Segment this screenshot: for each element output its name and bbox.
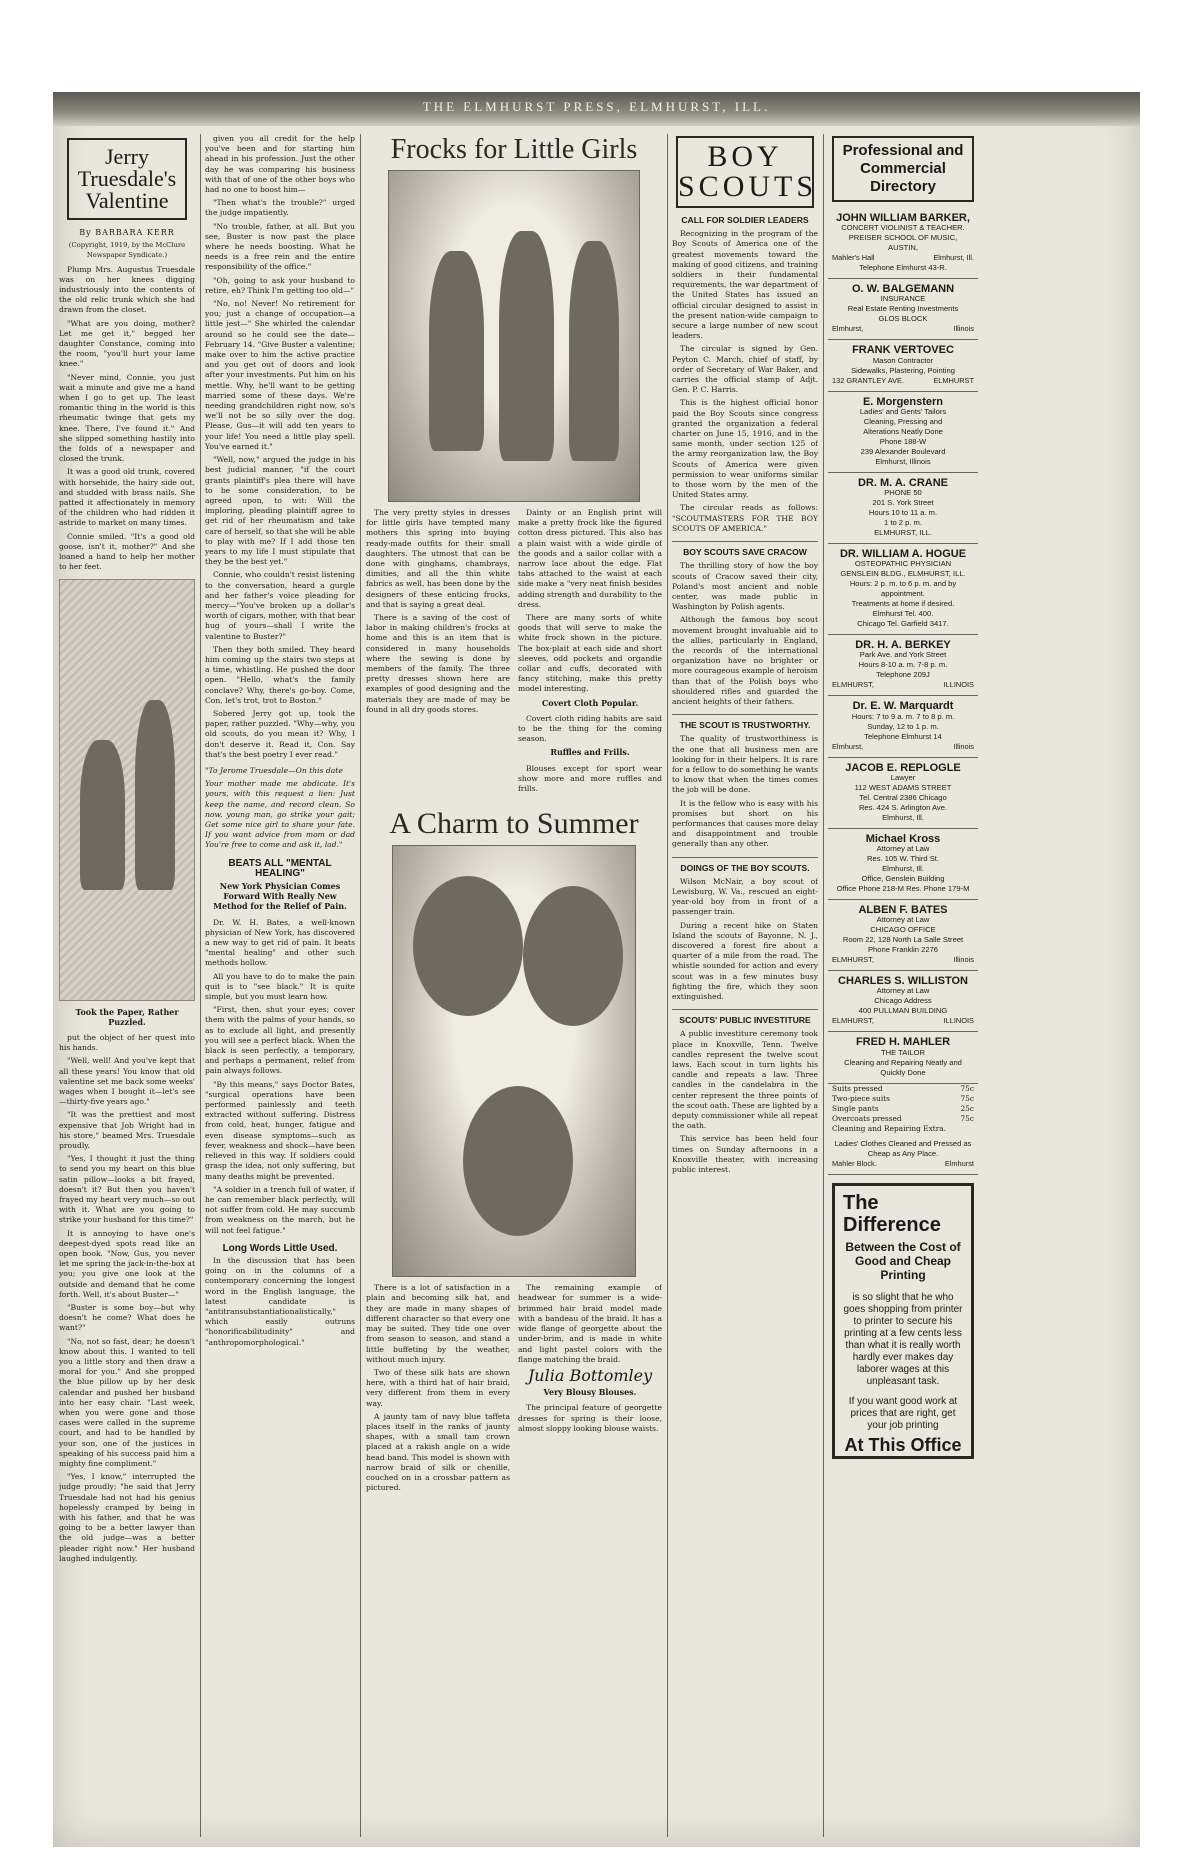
- column-rule: [200, 134, 201, 1837]
- card-name: DR. H. A. BERKEY: [855, 639, 951, 652]
- card-line: Hours: 2 p. m. to 6 p. m. and by appointment.: [849, 579, 957, 599]
- card-address-row: [832, 253, 974, 263]
- card-line: AUSTIN,: [888, 243, 918, 253]
- illustration-caption: Took the Paper, Rather Puzzled.: [75, 1006, 179, 1027]
- directory-card: [828, 340, 978, 391]
- card-line: THE TAILOR: [880, 1047, 926, 1057]
- card-line: Office Phone 218-M Res. Phone 179-M: [836, 884, 970, 894]
- card-line: GENSLEIN BLDG., ELMHURST, ILL.: [840, 569, 966, 579]
- scouts-paragraph: Although the famous boy scout movement brought invaluable aid to the allies, particularly in England, the records of the international organization have no brighter or more courageous example of heroism than that of the Polish boys who shouldered rifles and guarded the ancient heights of their fathers.: [672, 615, 818, 706]
- card-line: CHICAGO OFFICE: [870, 925, 936, 935]
- card-address-row: [832, 324, 974, 334]
- card-address-left: ELMHURST,: [832, 955, 874, 965]
- card-line: Attorney at Law: [876, 844, 930, 854]
- card-line: INSURANCE: [880, 294, 926, 304]
- card-line: Attorney at Law: [876, 915, 930, 925]
- covert-paragraph: Covert cloth riding habits are said to be the thing for the coming season.: [518, 713, 662, 744]
- scouts-paragraph: The quality of trustworthiness is the one that all business men are looking for in their helpers. It is rare for a fellow to do something he wants to know that when the times comes the job will be done.: [672, 734, 818, 795]
- frocks-title: Frocks for Little Girls: [390, 134, 638, 165]
- story-title-line1: Jerry Truesdale's: [77, 144, 177, 191]
- charm-text: [366, 1283, 662, 1496]
- card-line: Tel. Central 2386 Chicago: [859, 792, 947, 802]
- card-address-left: Elmhurst,: [832, 741, 864, 751]
- card-line: 201 S. York Street: [872, 498, 934, 508]
- card-line: Cleaning and Repairing Neatly and Quickly Done: [844, 1057, 962, 1077]
- scouts-headline: DOINGS OF THE BOY SCOUTS.: [672, 857, 818, 873]
- beats-paragraph: Dr. W. H. Bates, a well-known physician of New York, has discovered a new way to get rid of pain. It beats "mental healing" and other such methods hollow.: [205, 917, 355, 968]
- mahler-footer-line: Ladies' Clothes Cleaned and Pressed as Cheap as Any Place.: [834, 1138, 972, 1158]
- charm-paragraph: There is a lot of satisfaction in a plain and becoming silk hat, and they are made in many shapes of different character so that every one may be suited. They tide one over from season to season, and stand a little buffeting by the weather, without much injury.: [366, 1283, 510, 1364]
- ruffles-paragraph: Blouses except for sport wear show more and more ruffles and frills.: [518, 763, 662, 794]
- story-title-line2: Valentine: [85, 188, 169, 213]
- story-paragraph: Sobered Jerry got up, took the paper, rather puzzled. "Why—why, you old scouts, do you mean it? Why, I don't deserve it. Read it, Con. Say that's the best poetry I ever read.": [205, 708, 355, 759]
- card-name: Dr. E. W. Marquardt: [852, 700, 954, 713]
- poem-title: "To Jerome Truesdale—On this date: [205, 765, 343, 775]
- card-address-row: [832, 742, 974, 752]
- price-item: Single pants: [832, 1103, 879, 1113]
- card-address-row: [832, 376, 974, 386]
- card-address-right: ILLINOIS: [943, 680, 974, 690]
- mahler-address-row: [832, 1159, 974, 1169]
- newspaper-page: [53, 92, 1140, 1847]
- card-line: CONCERT VIOLINIST & TEACHER.: [841, 223, 965, 233]
- directory-title: Professional and Commercial Directory: [832, 136, 974, 202]
- card-line: Elmhurst Tel. 400.: [872, 609, 934, 619]
- girl-figure: [429, 251, 484, 451]
- directory-card: [828, 900, 978, 971]
- blouse-paragraph: The principal feature of georgette dresses for spring is their loose, almost sloppy looking blouse waists.: [518, 1403, 662, 1433]
- card-address-left: Mahler's Hall: [832, 253, 875, 263]
- card-address-row: [832, 1016, 974, 1026]
- hats-photo: [392, 845, 636, 1277]
- price-item: Cleaning and Repairing Extra.: [832, 1123, 947, 1133]
- logo-top-text: BOY: [707, 140, 783, 173]
- story-paragraph: "Never mind, Connie, you just wait a minute and give me a hand when I go to get up. The least romantic thing in the world is this rheumatic twinge that gets my knee. There, I've found it." And she slipped something hastily into the folds of a newspaper and closed the trunk.: [59, 372, 195, 464]
- charm-paragraph: A jaunty tam of navy blue taffeta places itself in the ranks of jaunty shapes, with a small tam crown placed at a rakish angle on a wide head band. This model is shown with narrow braid of silk or chenille, couched on in a crossbar pattern as pictured.: [366, 1411, 510, 1493]
- price-item: Overcoats pressed: [832, 1113, 902, 1123]
- girl-figure: [569, 241, 619, 461]
- card-line: Attorney at Law: [876, 986, 930, 996]
- card-address-right: Illinois: [953, 324, 974, 334]
- card-line: 239 Alexander Boulevard: [860, 446, 946, 456]
- story-byline: By BARBARA KERR: [79, 228, 175, 237]
- story-paragraph: "It was the prettiest and most expensive that Job Wright had in his store," beamed Mrs. Truesdale proudly.: [59, 1110, 195, 1150]
- card-line: Real Estate Renting Investments: [847, 304, 959, 314]
- card-address-right: Elmhurst, Ill.: [933, 253, 974, 263]
- scouts-headline: SCOUTS' PUBLIC INVESTITURE: [672, 1009, 818, 1025]
- column-rule: [360, 134, 361, 1837]
- scouts-paragraph: A public investiture ceremony took place in Knoxville, Tenn. Twelve candles represent the twelve scout laws. Each scout in turn lights his candle and repeats a law. Three candles in the candelabra in the center represent the three points of the scout oath. These are lighted by a deputy commissioner while all repeat the oath.: [672, 1029, 818, 1131]
- card-name: FRED H. MAHLER: [855, 1036, 951, 1049]
- ad-title: The Difference: [843, 1191, 941, 1236]
- card-extra: Telephone Elmhurst 43-R.: [859, 263, 947, 273]
- directory-card: [828, 279, 978, 340]
- card-line: Phone 188-W: [879, 436, 927, 446]
- card-name: E. Morgenstern: [862, 395, 944, 408]
- story-paragraph: "Well, well! And you've kept that all these years! You know that old valentine set me back some weeks' wages when I bought it—let's see—thirty-five years ago.": [59, 1056, 195, 1107]
- card-line: OSTEOPATHIC PHYSICIAN: [854, 559, 952, 569]
- story-paragraph: "Then what's the trouble?" urged the judge impatiently.: [205, 198, 355, 218]
- card-line: Res. 424 S. Arlington Ave.: [858, 802, 948, 812]
- column-rule: [823, 134, 824, 1837]
- directory-card: [828, 473, 978, 544]
- card-name: O. W. BALGEMANN: [851, 283, 955, 296]
- mahler-city: Elmhurst: [944, 1158, 974, 1168]
- scouts-paragraph: During a recent hike on Staten Island the scouts of Bayonne, N. J., discovered a forest fire about a quarter of a mile from the road. The whistle sounded for action and every scout was in a few minutes busy fighting the fire, which they soon extinguished.: [672, 920, 818, 1002]
- card-line: ELMHURST, ILL.: [874, 528, 932, 538]
- printing-ad: [832, 1183, 974, 1459]
- scouts-paragraph: The thrilling story of how the boy scouts of Cracow saved their city, Poland's most ancient and noble center, was made public in Washington by Polish agents.: [672, 561, 818, 612]
- story-paragraph: Then they both smiled. They heard him coming up the stairs two steps at a time, whistling. He pushed the door open. "Hello, what's the family conclave? Why, there's go-boy. Come, Con, let's trot, trot to Boston.": [205, 644, 355, 705]
- directory-card: [828, 971, 978, 1032]
- frocks-paragraph: There is a saving of the cost of labor in making children's frocks at home and this is an item that is considered in many households where the sewing is done by members of the family. The three pretty dresses shown here are examples of good designing and the materials they are made of may be found in all dry goods stores.: [366, 613, 510, 714]
- card-name: JACOB E. REPLOGLE: [845, 761, 961, 774]
- directory-card: [828, 1032, 978, 1083]
- card-address-right: Illinois: [953, 955, 974, 965]
- scouts-paragraph: It is the fellow who is easy with his promises but short on his performances that causes more delay and disappointment and trouble generally than any other.: [672, 798, 818, 849]
- card-line: PHONE 50: [884, 488, 922, 498]
- card-line: Elmhurst, Ill.: [882, 864, 924, 874]
- beats-subheadline: New York Physician Comes Forward With Really New Method for the Relief of Pain.: [213, 881, 347, 912]
- price-value: 75c: [960, 1083, 974, 1093]
- scouts-paragraph: Recognizing in the program of the Boy Scouts of America one of the greatest movements toward the making of good citizens, and training soldiers in their fundamental requirements, the war department of the United States has issued an official circular designed to assist in the present nation-wide campaign to secure a large number of new scout leaders.: [672, 229, 818, 341]
- story-paragraph: given you all credit for the help you've been and for starting him ahead in his profession. Just the other day he was comparing his business with that of one of the other boys who had no one to boost him—: [205, 134, 355, 195]
- card-line: Res. 105 W. Third St.: [866, 854, 940, 864]
- directory-cards: [828, 208, 978, 1084]
- story-paragraph: "Buster is some boy—but why doesn't he come? What does he want?": [59, 1302, 195, 1333]
- price-item: Two-piece suits: [832, 1093, 890, 1103]
- blouse-headline: Very Blousy Blouses.: [543, 1387, 637, 1398]
- directory-card: [828, 829, 978, 900]
- card-line: Sunday, 12 to 1 p. m.: [867, 721, 939, 731]
- story-paragraph: "No, not so fast, dear; he doesn't know about this. I wanted to tell you a little story and then draw a moral for you." And she propped the blue pillow up by her desk calendar and pushed her husband into her easy chair. "Last week, when you were gone and those cases were called in the supreme court, and had to be handled by your son, one of the justices in speaking of his success paid him a mighty fine compliment.": [59, 1336, 195, 1469]
- story-paragraph: "What are you doing, mother? Let me get it," begged her daughter Constance, coming into the room, "you'll hurt your lame knee.": [59, 318, 195, 369]
- story-title-box: [67, 138, 187, 220]
- story-paragraph: "No trouble, father, at all. But you see, Buster is now past the place where he needs boosting. What he needs is a free rein and the entire responsibility of the office.": [205, 221, 355, 272]
- masthead: THE ELMHURST PRESS, ELMHURST, ILL.: [53, 92, 1140, 126]
- directory-card: [828, 696, 978, 757]
- card-line: Ladies' and Gents' Tailors: [859, 406, 947, 416]
- hat-model: [523, 886, 623, 1026]
- card-line: 112 WEST ADAMS STREET: [854, 782, 952, 792]
- price-row: [832, 1114, 974, 1124]
- logo-bottom-text: SCOUTS: [678, 170, 818, 203]
- card-line: 1 to 2 p. m.: [884, 518, 922, 528]
- story-paragraph: "Yes, I know," interrupted the judge proudly; "he said that Jerry Truesdale had not had his genius hopelessly cramped by being in with his father, and that he was going to be a better lawyer than the old judge—was a better pleader right now." Her husband laughed indulgently.: [59, 1472, 195, 1563]
- beats-paragraph: All you have to do to make the pain quit is to "see black." It is quite simple, but you must learn how.: [205, 971, 355, 1002]
- story-illustration: [59, 579, 195, 1001]
- card-line: Treatments at home if desired.: [851, 599, 955, 609]
- card-name: ALBEN F. BATES: [858, 904, 948, 917]
- price-list: [828, 1084, 978, 1134]
- story-paragraph: It was a good old trunk, covered with horsehide, the hairy side out, and studded with brass nails. She patted it affectionately in memory of the children who had ridden it astride to market on many times.: [59, 467, 195, 528]
- hat-model: [463, 1086, 573, 1236]
- frocks-paragraph: The very pretty styles in dresses for little girls have tempted many mothers this spring into buying ready-made outfits for their small daughters. The utmost that can be done with ginghams, chambrays, dimities, and all the thin white fabrics as well, has been done by the designers of these enticing frocks, and that is saying a great deal.: [366, 508, 510, 609]
- price-item: Suits pressed: [832, 1083, 883, 1093]
- card-address-left: ELMHURST,: [832, 680, 874, 690]
- story-paragraph: "Well, now," argued the judge in his best judicial manner, "if the court grants plaintiff's plea there will have to be some consideration, to be agreed upon, to wit: Will the imploring, pleading plaintiff agree to get rid of her rheumatism and take care of herself, so that she will be able to play with me? If I add those ten years to my life I must stipulate that they be the best yet.": [205, 455, 355, 567]
- charm-paragraph: Two of these silk hats are shown here, with a third hat of hair braid, very different from them in every way.: [366, 1367, 510, 1408]
- scouts-headline: BOY SCOUTS SAVE CRACOW: [672, 541, 818, 557]
- scouts-column: [672, 134, 818, 1837]
- card-line: Telephone Elmhurst 14: [864, 731, 942, 741]
- charm-paragraph: The remaining example of headwear for summer is a wide-brimmed hair braid model made with a bandeau of the braid. It has a wide flange of georgette about the under-brim, and is made in white and light pastel colors with the flange matching the braid.: [518, 1283, 662, 1364]
- illustration-figure: [135, 700, 175, 890]
- story-paragraph: "Yes, I thought it just the thing to send you my heart on this blue satin pillow—looks a bit frayed, doesn't it? But then you haven't frayed my heart very much—so out with it. What are you going to strike your husband for this time?": [59, 1154, 195, 1225]
- frocks-photo: [388, 170, 640, 502]
- card-name: DR. WILLIAM A. HOGUE: [839, 548, 967, 561]
- story-paragraph: "Oh, going to ask your husband to retire, eh? Think I'm getting too old—": [205, 275, 355, 295]
- directory-card: [828, 208, 978, 279]
- story-column-2: [205, 134, 355, 1837]
- story-paragraph: Connie smiled. "It's a good old goose, isn't it, mother?" And she loaned a hand to help her mother to her feet.: [59, 531, 195, 572]
- card-line: Phone Franklin 2276: [867, 945, 939, 955]
- scouts-paragraph: This is the highest official honor paid the Boy Scouts since congress granted the organization a federal charter on June 15, 1916, and in the same month, under section 125 of the army reorganization law, the Boy Scouts of America were given permission to wear uniforms similar to those worn by the men of the United States army.: [672, 398, 818, 500]
- price-value: 75c: [960, 1113, 974, 1123]
- price-row: [832, 1094, 974, 1104]
- card-line: Chicago Tel. Garfield 3417.: [857, 619, 949, 629]
- story-paragraph: "No, no! Never! No retirement for you; just a change of occupation—a little jest—" She whirled the calendar around so he could see the date—February 14. "Give Buster a valentine; make over to him the active practice and you get out of doors and look after your investments. Put him on his mettle. Why, he'll want to be getting married some of these days. We're needing grandchildren right now, so's we'll not be so silly over the dog. Please, Gus—it will add ten years to your life! You need a little play spell. You've earned it.": [205, 299, 355, 451]
- author-signature: Julia Bottomley: [527, 1365, 653, 1385]
- card-name: Michael Kross: [865, 832, 941, 845]
- card-address-right: Illinois: [953, 741, 974, 751]
- hat-model: [413, 876, 523, 1016]
- card-line: Elmhurst, Illinois: [875, 456, 931, 466]
- card-line: Telephone 209J: [876, 670, 930, 680]
- words-headline: Long Words Little Used.: [222, 1242, 338, 1254]
- poem: Your mother made me abdicate. It's yours, with this request a lien: Just keep the name, and record clean. So now, young man, go strike your gait; Get some nice girl to share your fate. If you want advice from mom or dad You're free to come and ask it, lad.": [205, 779, 355, 850]
- card-line: Office, Genslein Building: [861, 874, 945, 884]
- scouts-paragraph: The circular reads as follows: "SCOUTMASTERS FOR THE BOY SCOUTS OF AMERICA.": [672, 503, 818, 533]
- card-name: CHARLES S. WILLISTON: [838, 975, 968, 988]
- card-name: JOHN WILLIAM BARKER,: [836, 212, 970, 224]
- card-address-right: ILLINOIS: [943, 1016, 974, 1026]
- card-line: Cleaning, Pressing and: [863, 416, 943, 426]
- girl-figure: [499, 231, 554, 461]
- story-paragraph: It is annoying to have one's deepest-dyed spots read like an open book. "Now, Gus, you never let me spring the jack-in-the-box at you; you give one look at the outside and demand that he come forth. Well, it's about Buster—": [59, 1228, 195, 1299]
- card-line: Hours: 7 to 9 a. m. 7 to 8 p. m.: [851, 711, 955, 721]
- card-name: DR. M. A. CRANE: [857, 476, 949, 489]
- card-line: Park Ave. and York Street: [859, 650, 947, 660]
- scouts-paragraph: The circular is signed by Gen. Peyton C. March, chief of staff, by order of Secretary of War Baker, and carries the official stamp of Adjt. Gen. P. C. Harris.: [672, 344, 818, 395]
- card-address-row: [832, 680, 974, 690]
- card-line: Alterations Neatly Done: [863, 426, 943, 436]
- words-paragraph: In the discussion that has been going on in the columns of a contemporary concerning the longest word in the English language, the latest candidate is "antitransubstantiationalistically," which easily outruns "honorificabilitudinity" and "anthropomorphological.": [205, 1255, 355, 1347]
- beats-paragraph: "A soldier in a trench full of water, if he can remember black perfectly, will not suffer from cold. He may succumb from weakness on the march, but he will not feel fatigue.": [205, 1184, 355, 1235]
- card-address-right: ELMHURST: [933, 375, 974, 385]
- card-line: PREISER SCHOOL OF MUSIC,: [848, 233, 958, 243]
- price-value: 25c: [960, 1103, 974, 1113]
- directory-card: [828, 544, 978, 635]
- card-line: Chicago Address: [874, 996, 932, 1006]
- card-address-left: ELMHURST,: [832, 1016, 874, 1026]
- scouts-headline: CALL FOR SOLDIER LEADERS: [681, 215, 809, 225]
- card-line: Hours 10 to 11 a. m.: [868, 508, 938, 518]
- price-row: [832, 1104, 974, 1114]
- directory-column: [828, 134, 978, 1837]
- card-line: Elmhurst, Ill.: [882, 812, 924, 822]
- mahler-block: Mahler Block.: [832, 1158, 877, 1168]
- fashion-section: [366, 134, 662, 1837]
- ad-body: is so slight that he who goes shopping from printer to printer to secure his printing at a few cents less than what it is really worth hardly ever makes day laborer wages at this unpleasant task.: [843, 1291, 963, 1387]
- ad-footer: At This Office: [844, 1434, 962, 1455]
- frocks-paragraph: There are many sorts of white goods that will serve to make the white frock shown in the picture. The box-plait at each side and short sleeves, odd pockets and organdie collar and cuffs, decorated with fancy stitching, make this pretty model interesting.: [518, 613, 662, 694]
- story-column-1: [59, 134, 195, 1837]
- beats-paragraph: "First, then, shut your eyes; cover them with the palms of your hands, so as to exclude all light, and presently you will see a perfect black. When the black is seen perfectly, a temporary, and perhaps a permanent, relief from pain always follows.: [205, 1005, 355, 1076]
- story-paragraph: Plump Mrs. Augustus Truesdale was on her knees digging industriously into the contents of the old relic trunk which she had drawn from the closet.: [59, 264, 195, 315]
- story-paragraph: put the object of her quest into his hands.: [59, 1032, 195, 1053]
- scouts-headline: THE SCOUT IS TRUSTWORTHY.: [672, 714, 818, 730]
- frocks-text: [366, 508, 662, 797]
- price-row: [832, 1084, 974, 1094]
- mahler-footer: [828, 1134, 978, 1175]
- price-value: 75c: [960, 1093, 974, 1103]
- card-line: Hours 8-10 a. m. 7-8 p. m.: [858, 660, 948, 670]
- card-line: Mason Contractor: [872, 355, 934, 365]
- scouts-paragraph: Wilson McNair, a boy scout of Lewisburg, W. Va., rescued an eight-year-old boy from in front of a passenger train.: [672, 876, 818, 917]
- directory-card: [828, 392, 978, 473]
- directory-card: [828, 758, 978, 829]
- covert-headline: Covert Cloth Popular.: [541, 697, 639, 708]
- illustration-figure: [80, 740, 125, 890]
- card-address-row: [832, 955, 974, 965]
- directory-card: [828, 635, 978, 696]
- ruffles-headline: Ruffles and Frills.: [550, 747, 630, 758]
- card-line: Lawyer: [890, 772, 916, 782]
- card-name: FRANK VERTOVEC: [852, 344, 954, 357]
- column-rule: [667, 134, 668, 1837]
- beats-paragraph: "By this means," says Doctor Bates, "surgical operations have been performed painlessly and teeth extracted without suffering. Distress from cold, heat, hunger, fatigue and even disease symptoms—such as fever, weakness and shock—have been relieved in this way. If soldiers could grasp the idea, not only suffering, but many deaths might be prevented.: [205, 1079, 355, 1181]
- card-line: GLOS BLOCK: [878, 314, 928, 324]
- card-line: 400 PULLMAN BUILDING: [858, 1006, 948, 1016]
- card-line: Room 22, 128 North La Salle Street: [842, 935, 964, 945]
- charm-title: A Charm to Summer: [389, 807, 639, 841]
- frocks-paragraph: Dainty or an English print will make a pretty frock like the figured cotton dress pictured. This also has a plain waist with a wide girdle of the goods and a sailor collar with a narrow lace about the edge. Flat tabs attached to the waist at each side make a "very neat finish besides adding strength and durability to the dress.: [518, 508, 662, 609]
- story-paragraph: Connie, who couldn't resist listening to the conversation, heard a gurgle and her father's voice pleading for mercy—"You've broken up a dollar's worth of cigars, mother, with that bear hug of yours—shall I write the valentine to Buster?": [205, 570, 355, 641]
- story-copyright: (Copyright, 1919, by the McClure Newspaper Syndicate.): [68, 241, 186, 260]
- beats-headline: BEATS ALL "MENTAL HEALING": [228, 857, 332, 879]
- card-address-left: 132 GRANTLEY AVE.: [832, 375, 905, 385]
- card-address-left: Elmhurst,: [832, 324, 864, 334]
- boy-scouts-logo: [676, 136, 818, 208]
- ad-subtitle: Between the Cost of Good and Cheap Printing: [845, 1239, 961, 1282]
- scouts-paragraph: This service has been held four times on Sunday afternoons in a Knoxville theater, with increasing public interest.: [672, 1134, 818, 1175]
- price-row: [832, 1124, 974, 1134]
- card-line: Sidewalks, Plastering, Pointing: [851, 365, 955, 375]
- ad-body: If you want good work at prices that are right, get your job printing: [848, 1395, 958, 1431]
